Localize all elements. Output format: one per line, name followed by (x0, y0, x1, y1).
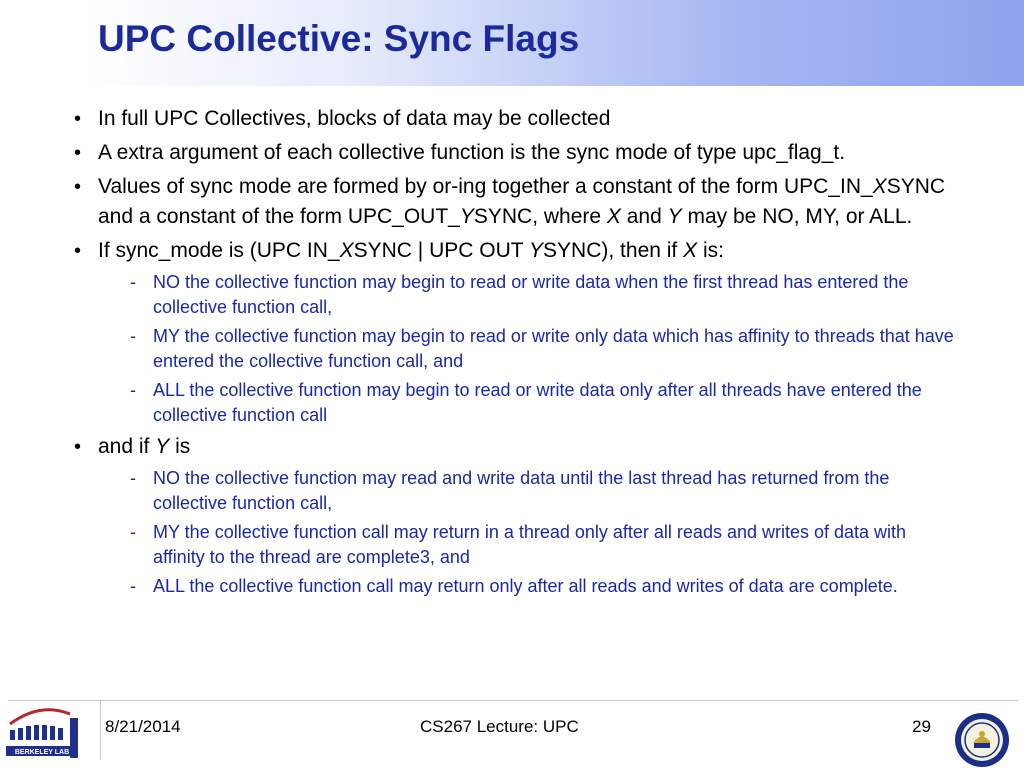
page-number: 29 (912, 717, 931, 736)
bullet-text (98, 435, 190, 458)
text-run: is (169, 435, 191, 458)
sub-bullet-text: NO the collective function may read and write data until the last thread has returned from the collective function call, (153, 468, 890, 513)
sub-bullet-text: NO the collective function may begin to read or write data when the first thread has entered the collective function call, (153, 272, 909, 317)
var-y: Y (459, 205, 474, 228)
text-run: SYNC), then if (543, 239, 684, 262)
bullet-text: In full UPC Collectives, blocks of data may be collected (98, 107, 611, 130)
sub-bullet-item (0, 574, 1024, 599)
footer-course: CS267 Lecture: UPC (420, 717, 579, 736)
text-run: If sync_mode is (UPC IN_ (98, 239, 340, 262)
bullet-dot: • (74, 108, 82, 130)
text-run: and (620, 205, 668, 228)
sub-bullet-dash: - (130, 576, 136, 596)
sub-bullet-item (0, 270, 1024, 320)
bullet-item (0, 432, 1024, 462)
uc-seal-logo (954, 712, 1010, 768)
bullet-text: A extra argument of each collective function is the sync mode of type upc_flag_t. (98, 141, 846, 164)
bullet-dot: • (74, 240, 82, 262)
sub-bullet-text: ALL the collective function call may return only after all reads and writes of data are complete. (153, 576, 898, 596)
bullet-dot: • (74, 142, 82, 164)
sub-bullet-item (0, 324, 1024, 374)
var-y: Y (529, 239, 544, 262)
var-x: X (872, 175, 887, 198)
sub-bullet-item (0, 378, 1024, 428)
sub-bullet-item (0, 520, 1024, 570)
slide-content (0, 104, 1024, 603)
bullet-item (0, 104, 1024, 134)
sub-bullet-dash: - (130, 380, 136, 400)
text-run: may be NO, MY, or ALL. (681, 205, 913, 228)
var-y: Y (667, 205, 682, 228)
var-x: X (606, 205, 621, 228)
footer-logo-divider (100, 700, 101, 760)
footer-date: 8/21/2014 (105, 717, 181, 736)
berkeley-lab-logo (4, 700, 96, 764)
text-run: Values of sync mode are formed by or-ing together a constant of the form UPC_IN_ (98, 175, 873, 198)
sub-bullet-text: MY the collective function call may return in a thread only after all reads and writes of data with affinity to the thread are complete3, and (153, 522, 907, 567)
bullet-item (0, 236, 1024, 266)
text-run: SYNC | UPC OUT (353, 239, 530, 262)
var-x: X (339, 239, 354, 262)
var-y: Y (155, 435, 170, 458)
sub-bullet-dash: - (130, 522, 136, 542)
bullet-item (0, 172, 1024, 232)
text-run: SYNC and a constant of the form UPC_OUT_ (98, 175, 946, 228)
text-run: is: (697, 239, 724, 262)
sub-bullet-dash: - (130, 272, 136, 292)
text-run: and if (98, 435, 156, 458)
bullet-text (98, 239, 724, 262)
bullet-dot: • (74, 436, 82, 458)
footer-divider (8, 700, 1018, 701)
sub-bullet-text: MY the collective function may begin to read or write only data which has affinity to threads that have entered the collective function call, and (153, 326, 954, 371)
sub-bullet-item (0, 466, 1024, 516)
text-run: SYNC, where (473, 205, 607, 228)
bullet-text (98, 175, 945, 228)
sub-bullet-dash: - (130, 468, 136, 488)
svg-text:BERKELEY LAB: BERKELEY LAB (14, 749, 70, 756)
bullet-item (0, 138, 1024, 168)
var-x: X (683, 239, 698, 262)
sub-bullet-dash: - (130, 326, 136, 346)
sub-bullet-text: ALL the collective function may begin to read or write data only after all threads have entered the collective function call (153, 380, 922, 425)
bullet-dot: • (74, 176, 82, 198)
slide-title: UPC Collective: Sync Flags (98, 18, 580, 59)
